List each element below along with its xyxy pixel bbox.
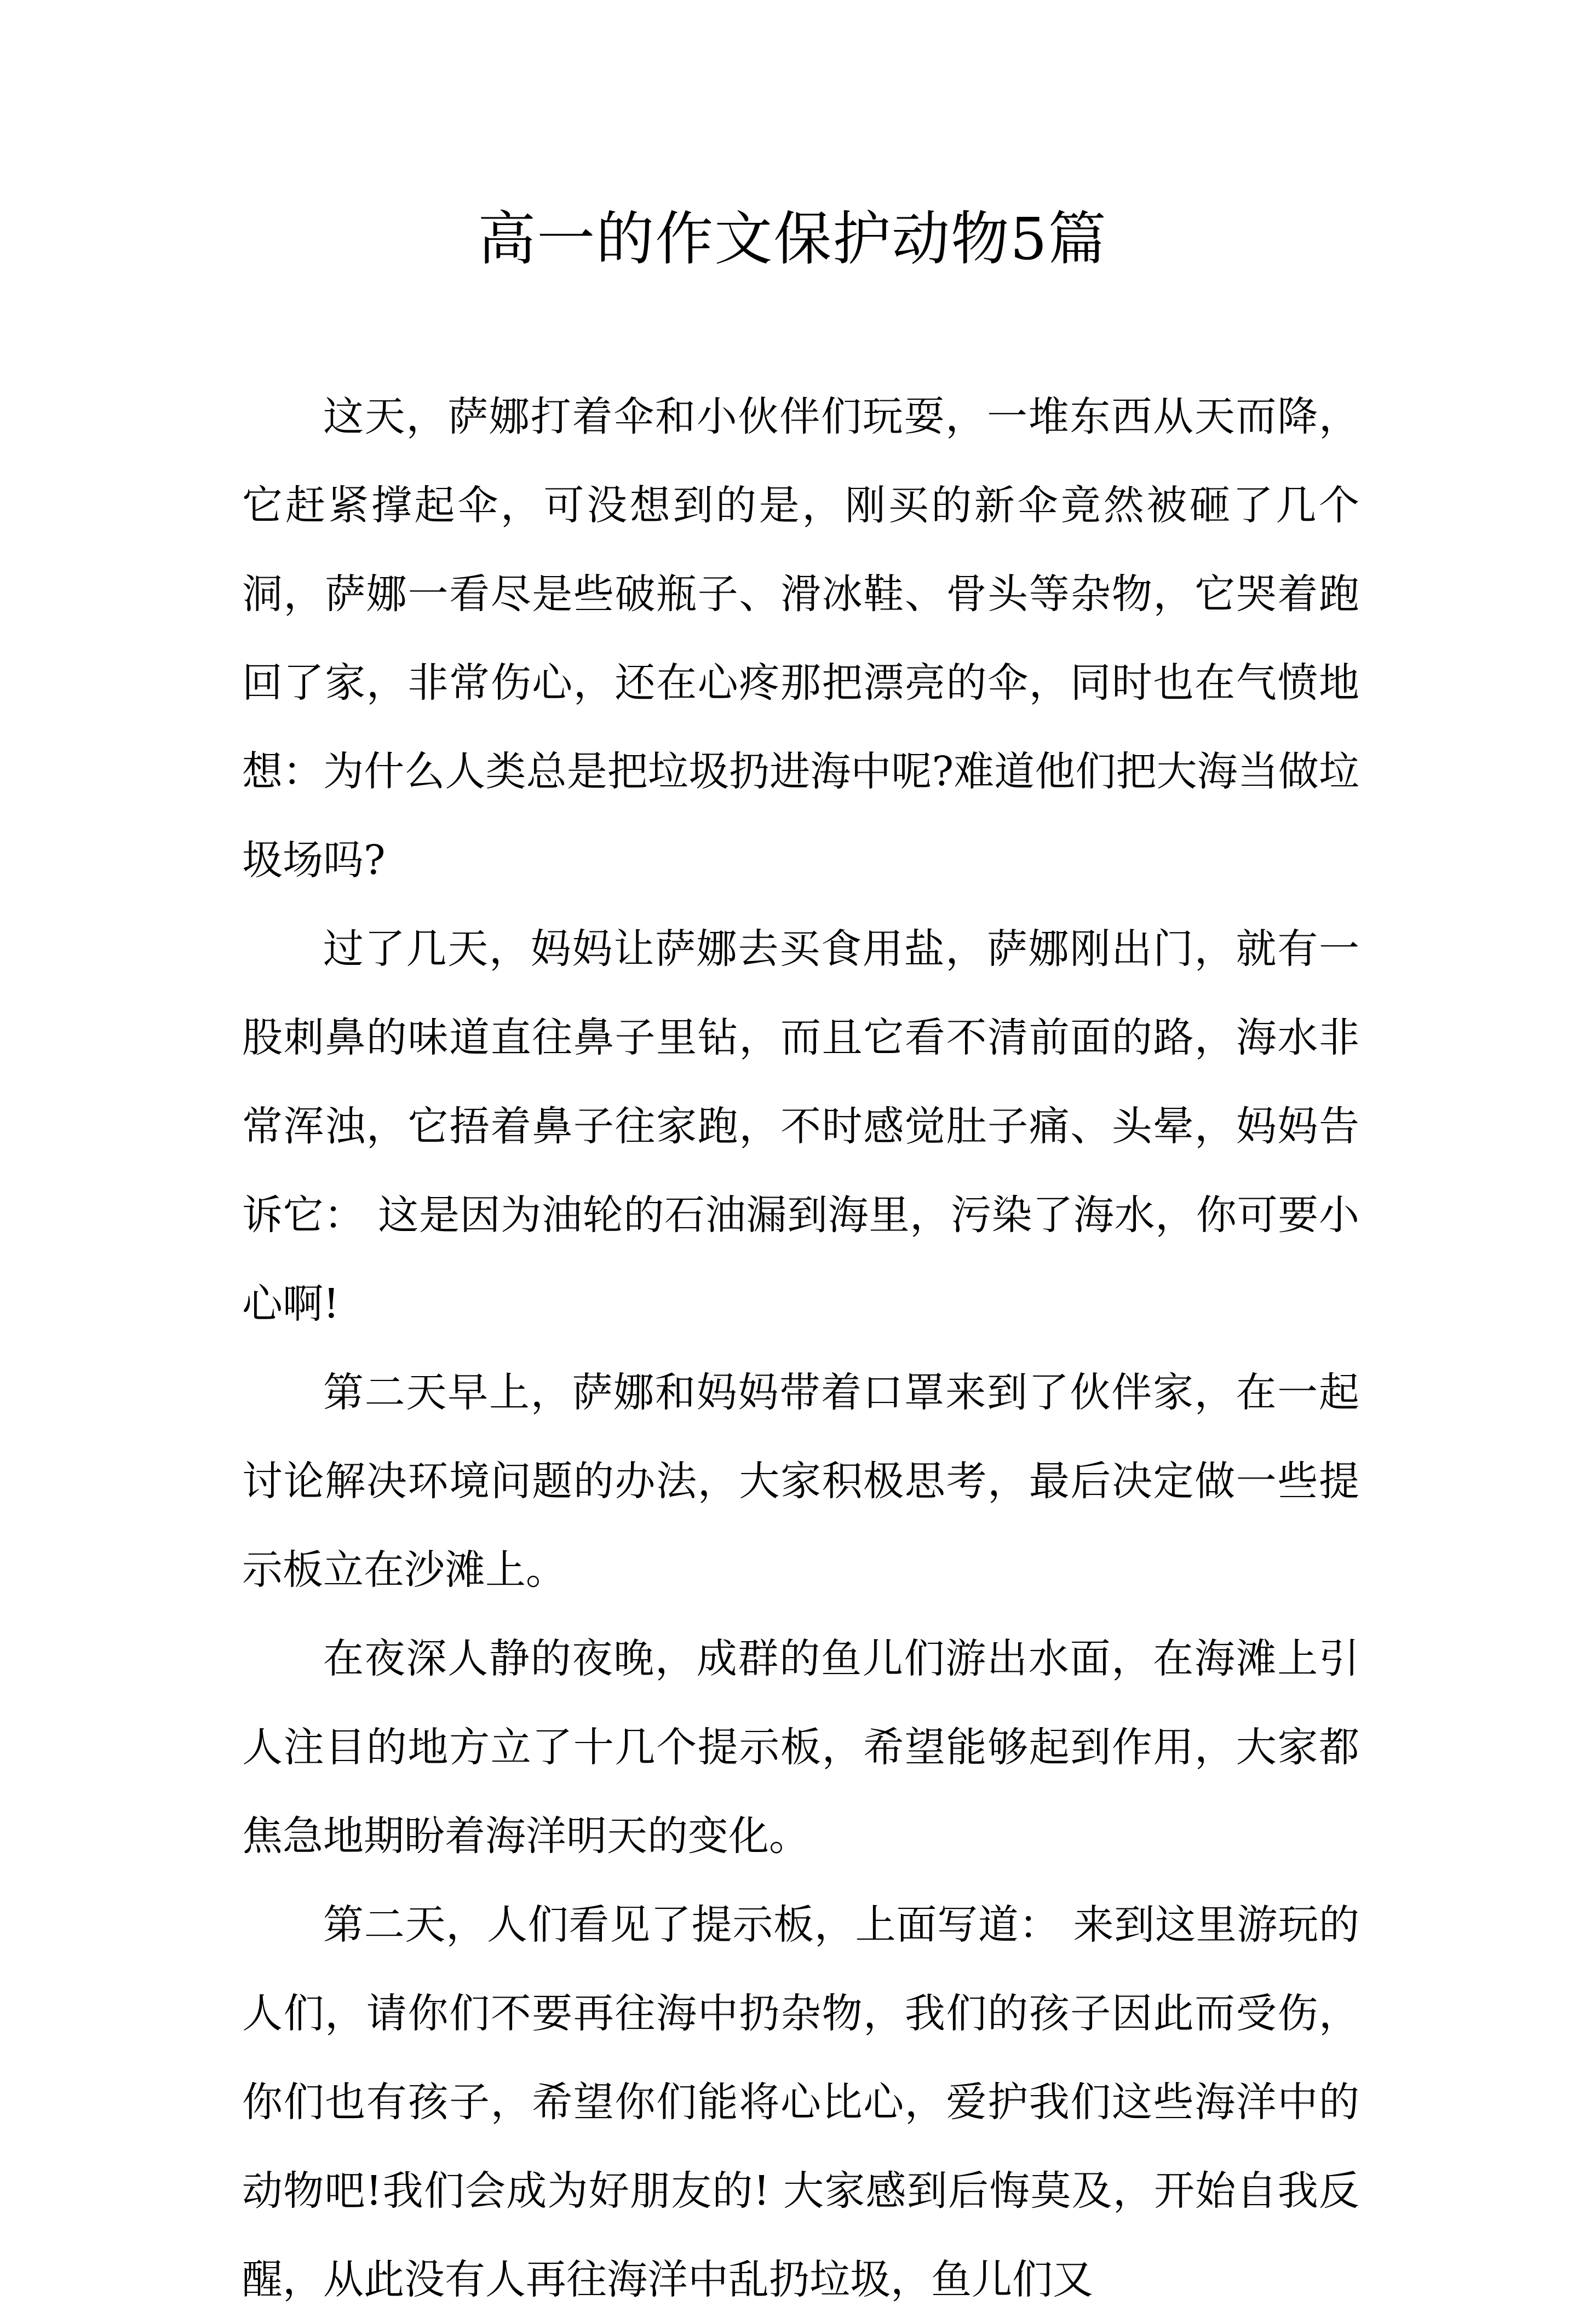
paragraph: 第二天，人们看见了提示板，上面写道： 来到这里游玩的人们，请你们不要再往海中扔杂物，我们的孩子因此而受伤，你们也有孩子，希望你们能将心比心，爱护我们这些海洋中的动物吧!我们会成为好朋友的! 大家感到后悔莫及，开始自我反醒，从此没有人再往海洋中乱扔垃圾，鱼儿们又 xyxy=(242,1901,1359,2303)
document-body xyxy=(242,372,1359,2324)
paragraph: 第二天早上，萨娜和妈妈带着口罩来到了伙伴家，在一起讨论解决环境问题的办法，大家积极思考，最后决定做一些提示板立在沙滩上。 xyxy=(242,1369,1359,1594)
paragraph: 这天，萨娜打着伞和小伙伴们玩耍，一堆东西从天而降，它赶紧撑起伞，可没想到的是，刚买的新伞竟然被砸了几个洞，萨娜一看尽是些破瓶子、滑冰鞋、骨头等杂物，它哭着跑回了家，非常伤心，还在心疼那把漂亮的伞，同时也在气愤地想：为什么人类总是把垃圾扔进海中呢?难道他们把大海当做垃圾场吗? xyxy=(242,393,1359,884)
document-title: 高一的作文保护动物5篇 xyxy=(478,205,1107,273)
paragraph: 在夜深人静的夜晚，成群的鱼儿们游出水面，在海滩上引人注目的地方立了十几个提示板，希望能够起到作用，大家都焦急地期盼着海洋明天的变化。 xyxy=(242,1635,1359,1860)
paragraph: 过了几天，妈妈让萨娜去买食用盐，萨娜刚出门，就有一股刺鼻的味道直往鼻子里钻，而且它看不清前面的路，海水非常浑浊，它捂着鼻子往家跑，不时感觉肚子痛、头晕，妈妈告诉它： 这是因为油轮的石油漏到海里，污染了海水，你可要小心啊! xyxy=(242,925,1359,1327)
